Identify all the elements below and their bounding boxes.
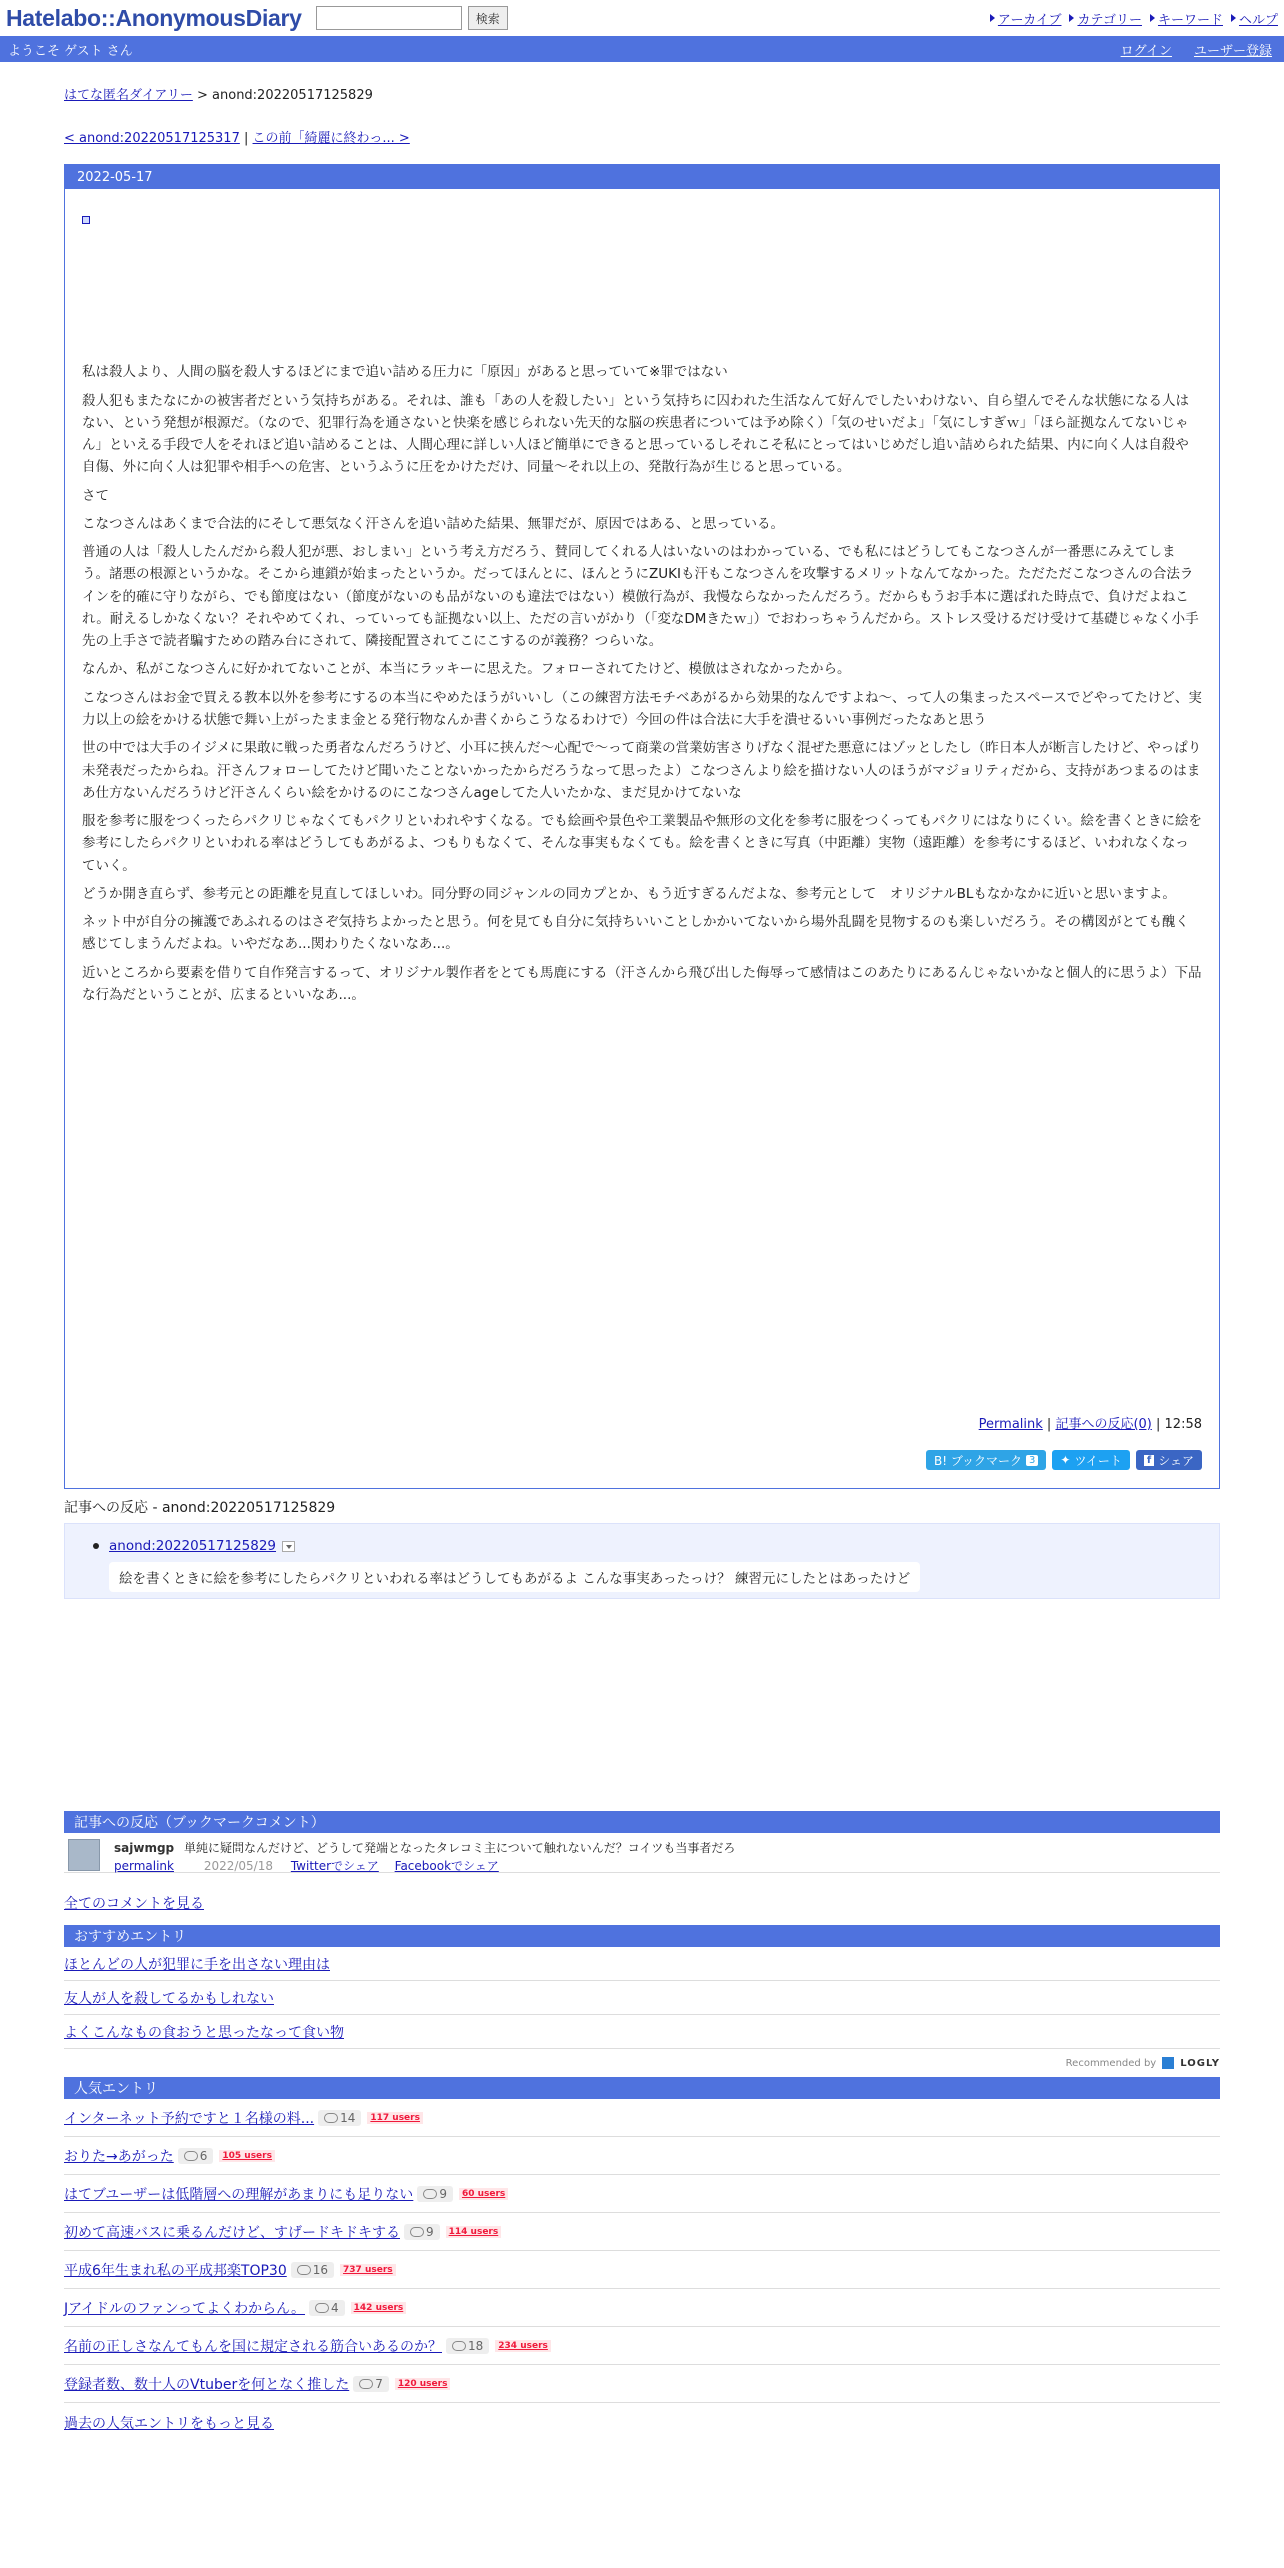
users-badge[interactable]: 737 users [340,2264,396,2276]
comment-count-badge[interactable]: 7 [353,2376,389,2392]
arrow-right-icon [1231,14,1236,22]
list-item [64,2137,1220,2175]
speech-bubble-icon [324,2113,338,2123]
speech-bubble-icon [315,2303,329,2313]
comment-count-badge[interactable]: 9 [404,2224,440,2240]
bookmark-comments [64,1811,1220,1873]
nav-category-link[interactable]: カテゴリー [1069,9,1141,28]
bookmark-comment-text: 単純に疑問なんだけど、どうして発端となったタレコミ主について触れないんだ？コイツも当事者だろ [183,1841,736,1855]
breadcrumb-current: anond:20220517125829 [212,88,373,103]
users-badge[interactable]: 120 users [395,2378,451,2390]
popular-link[interactable]: Jアイドルのファンってよくわからん。 [64,2300,306,2317]
entry-paragraph: 近いところから要素を借りて自作発言するって、オリジナル製作者をとても馬鹿にする（汗さんから飛び出した侮辱って感情はこのあたりにあるんじゃないかなと個人的に思うよ）下品な行為だということが、広まるといいなあ...。 [82,964,1202,1003]
day-date: 2022-05-17 [77,169,153,185]
avatar[interactable] [68,1839,100,1871]
speech-bubble-icon [452,2341,466,2351]
arrow-right-icon [990,14,995,22]
users-badge[interactable]: 142 users [351,2302,407,2314]
recommended-title: おすすめエントリ [64,1925,1220,1947]
entry-paragraph: こなつさんはお金で買える教本以外を参考にするの本当にやめたほうがいいし（この練習方法モチベあがるから効果的なんですよね～、って人の集まったスペースでどやってたけど、実力以上の絵をかける状態で舞い上がったまま金とる発行物なんか書くからこうなるわけで）今回の件は合法に大手を潰せるいい事例だったなあと思う [82,689,1202,728]
users-badge[interactable]: 114 users [446,2226,502,2238]
users-badge[interactable]: 105 users [219,2150,275,2162]
entry-paragraph: 世の中では大手のイジメに果敢に戦った勇者なんだろうけど、小耳に挟んだ～心配で～って商業の営業妨害さりげなく混ぜた悪意にはゾッとしたし（昨日本人が断言したけど、やっぱり未発表だったからね。汗さんフォローしてたけど聞いたことないかったからだろうなって思ったよ）こなつさんより絵を描けない人のほうがマジョリティだから、支持があつまるのはまあ仕方ないんだろうけど汗さんくらい絵をかけるのにこなつさんageしてた人いたかな、まだ見かけてないな [82,740,1202,801]
bookmark-count: 3 [1026,1455,1038,1466]
users-badge[interactable]: 234 users [495,2340,551,2352]
reactions-title: 記事への反応 - anond:20220517125829 [64,1500,336,1516]
recommended-entries [64,1925,1220,2069]
bookmark-twitter-share[interactable]: Twitterでシェア [290,1859,379,1873]
bookmark-permalink[interactable]: permalink [114,1859,174,1873]
facebook-f-icon: f [1144,1455,1154,1466]
all-comments-link[interactable]: 全てのコメントを見る [64,1896,204,1912]
bullet-icon [93,1543,99,1549]
popular-link[interactable]: おりた→あがった [64,2148,174,2165]
site-logo[interactable]: Hatelabo::AnonymousDiary [6,4,302,31]
speech-bubble-icon [410,2227,424,2237]
arrow-right-icon [1150,14,1155,22]
welcome-text: ようこそ ゲスト さん [8,43,133,59]
bookmark-comments-title: 記事への反応（ブックマークコメント） [64,1811,1220,1833]
entry-time: 12:58 [1164,1417,1202,1432]
more-popular-wrap [64,2413,1220,2433]
chevron-down-icon[interactable] [282,1541,295,1552]
share-buttons [926,1450,1202,1470]
reactions-list [64,1523,1220,1599]
tweet-button[interactable]: ✦ ツイート [1052,1450,1129,1470]
reaction-count-link[interactable]: 記事への反応(0) [1055,1417,1152,1432]
twitter-bird-icon: ✦ [1060,1453,1071,1467]
next-entry-link[interactable]: この前「綺麗に終わっ... > [252,131,410,146]
register-link[interactable]: ユーザー登録 [1193,43,1272,59]
comment-count-badge[interactable]: 9 [417,2186,453,2202]
entry-paragraph: 服を参考に服をつくったらパクリじゃなくてもパクリといわれやすくなる。でも絵画や景色や工業製品や無形の文化を参考に服をつくってもパクリにはなりにくい。絵を書くときに絵を参考にしたらパクリといわれる率はどうしてもあがるよ、つもりもなくて、そんな事実もなくても。絵を書くときに写真（中距離）実物（遠距離）を参考にするほど、いわれなくなっていく。 [82,813,1202,874]
entry-paragraph: 殺人犯もまたなにかの被害者だという気持ちがある。それは、誰も「あの人を殺したい」という気持ちに囚われた生活なんて好んでしたいわけない、自ら望んでそんな状態になる人はない、という発想が根源だ。（なので、犯罪行為を通さないと快楽を感じられない先天的な脳の疾患者については予め除く）「気のせいだよ」「気にしすぎｗ」「ほら証拠なんてないじゃん」といえる手段で人をそれほど追い詰めることは、人間心理に詳しい人ほど簡単にできると思っているしそれこそ私にとってはいじめだし追い詰められた結果、内に向く人は自殺や自傷、外に向く人は犯罪や相手への危害、というふうに圧をかけただけ、同量～それ以上の、発散行為が生じると思っている。 [82,392,1189,476]
bookmark-comment-row [64,1833,1220,1873]
entry-title: 私は殺人より、人間の脳を殺人するほどにまで追い詰める圧力に「原因」があると思っていて※罪ではない [82,364,728,381]
nav-help-link[interactable]: ヘルプ [1231,9,1278,28]
login-link[interactable]: ログイン [1120,43,1172,59]
entry-paragraph: なんか、私がこなつさんに好かれてないことが、本当にラッキーに思えた。フォローされてたけど、模倣はされなかったから。 [82,661,851,678]
arrow-right-icon [1069,14,1074,22]
list-item [64,1947,1220,1981]
popular-link[interactable]: 名前の正しさなんてもんを国に規定される筋合いあるのか？ [64,2338,442,2355]
recommended-link[interactable]: 友人が人を殺してるかもしれない [64,1990,274,2007]
breadcrumb [64,84,1220,103]
hatena-bookmark-button[interactable]: B! ブックマーク 3 [926,1450,1046,1470]
popular-link[interactable]: 平成6年生まれ私の平成邦楽TOP30 [64,2262,287,2279]
breadcrumb-separator: > [196,88,208,103]
entry-paragraph: 普通の人は「殺人したんだから殺人犯が悪、おしまい」という考え方だろう、賛同してくれる人はいないのはわかっている、でも私にはどうしてもこなつさんが一番悪にみえてしまう。諸悪の根源というかな。そこから連鎖が始まったというか。だってほんとに、ほんとうにZUKIも汗もこなつさんを攻撃するメリットなんてなかった。ただただこなつさんの合法ラインを的確に守りながら、でも節度はない（節度がないのも品がないのも違法ではない）模倣行為が、我慢ならなかったんだろう。だからもうお手本に選ばれた時点で、負けだよねこれ。耐えるしかなくない？それやめてくれ、っていっても証拠ない以上、ただの言いがかり（「変なDMきたｗ」）でおわっちゃうんだから。ストレス受けるだけ受けて基礎じゃなく小手先の上手さで読者騙すための踏み台にされて、隣接配置されてこにこするのが義務？つらいな。 [82,544,1199,650]
nav-archive-link[interactable]: アーカイブ [990,9,1062,28]
top-nav [990,9,1278,28]
diary-day [64,164,1220,1489]
facebook-share-button[interactable]: f シェア [1136,1450,1202,1470]
comment-count-badge[interactable]: 6 [178,2148,214,2164]
permalink-link[interactable]: Permalink [978,1417,1043,1432]
comment-count-badge[interactable]: 16 [291,2262,334,2278]
section-anchor-icon[interactable] [82,216,90,224]
nav-keyword-link[interactable]: キーワード [1150,9,1223,28]
search-button[interactable]: 検索 [468,6,508,30]
search-input[interactable] [316,6,462,30]
reaction-excerpt: 絵を書くときに絵を参考にしたらパクリといわれる率はどうしてもあがるよ こんな事実あったっけ？ 練習元にしたとはあったけど [109,1562,920,1592]
list-item [64,1981,1220,2015]
bookmark-date: 2022/05/18 [203,1859,273,1873]
comment-count-badge[interactable]: 14 [318,2110,361,2126]
popular-link[interactable]: はてブユーザーは低階層への理解があまりにも足りない [64,2186,414,2203]
popular-title: 人気エントリ [64,2077,1220,2099]
main-content [64,84,1220,2433]
comment-count-badge[interactable]: 4 [309,2300,345,2316]
welcome-bar [0,36,1284,62]
day-header [65,165,1219,189]
speech-bubble-icon [184,2151,198,2161]
list-item [64,2365,1220,2403]
speech-bubble-icon [297,2265,311,2275]
more-popular-link[interactable]: 過去の人気エントリをもっと見る [64,2416,274,2432]
pager [64,127,1220,146]
users-badge[interactable]: 117 users [367,2112,423,2124]
list-item [64,2327,1220,2365]
speech-bubble-icon [423,2189,437,2199]
comment-count-badge[interactable]: 18 [446,2338,489,2354]
pager-separator: | [244,131,249,146]
list-item [64,2251,1220,2289]
popular-link[interactable]: インターネット予約ですと１名様の料... [64,2110,315,2127]
list-item [64,2213,1220,2251]
all-comments-link-wrap [64,1893,1220,1913]
reaction-item [109,1538,1175,1554]
entry-paragraph: ネット中が自分の擁護であふれるのはさぞ気持ちよかったと思う。何を見ても自分に気持ちいいことしかかいてないから場外乱闘を見物するのも楽しいだろう。その構図がとても醜く感じてしまうんだよね。いやだなあ...関わりたくないなあ...。 [82,914,1189,953]
diary-section [65,189,1219,1006]
logly-logo-icon [1162,2057,1174,2069]
speech-bubble-icon [359,2379,373,2389]
bookmark-facebook-share[interactable]: Facebookでシェア [394,1859,499,1873]
list-item [64,2099,1220,2137]
entry-paragraph: どうか開き直らず、参考元との距離を見直してほしいわ。同分野の同ジャンルの同カプとか、もう近すぎるんだよな、参考元として オリジナルBLもなかなかに近いと思いますよ。 [82,885,1176,902]
popular-entries [64,2077,1220,2433]
prev-entry-link[interactable]: < anond:20220517125317 [64,131,240,146]
list-item [64,2015,1220,2049]
entry-paragraph: さて [82,487,109,504]
users-badge[interactable]: 60 users [459,2188,508,2200]
breadcrumb-root-link[interactable]: はてな匿名ダイアリー [64,88,193,103]
section-footer: Permalink | 記事への反応(0) | 12:58 [978,1417,1202,1432]
list-item [64,2175,1220,2213]
logly-credit: Recommended by LOGLY [1065,2057,1220,2069]
recommended-link[interactable]: ほとんどの人が犯罪に手を出さない理由は [64,1956,330,1973]
recommended-link[interactable]: よくこんなもの食おうと思ったなって食い物 [64,2024,344,2041]
popular-link[interactable]: 登録者数、数十人のVtuberを何となく推した [64,2376,350,2393]
top-header [0,0,1284,36]
popular-link[interactable]: 初めて高速バスに乗るんだけど、すげードキドキする [64,2224,400,2241]
bookmark-user[interactable]: sajwmgp [114,1841,175,1855]
entry-paragraph: こなつさんはあくまで合法的にそして悪気なく汗さんを追い詰めた結果、無罪だが、原因ではある、と思っている。 [82,515,784,532]
list-item [64,2289,1220,2327]
reaction-link[interactable]: anond:20220517125829 [109,1538,277,1554]
